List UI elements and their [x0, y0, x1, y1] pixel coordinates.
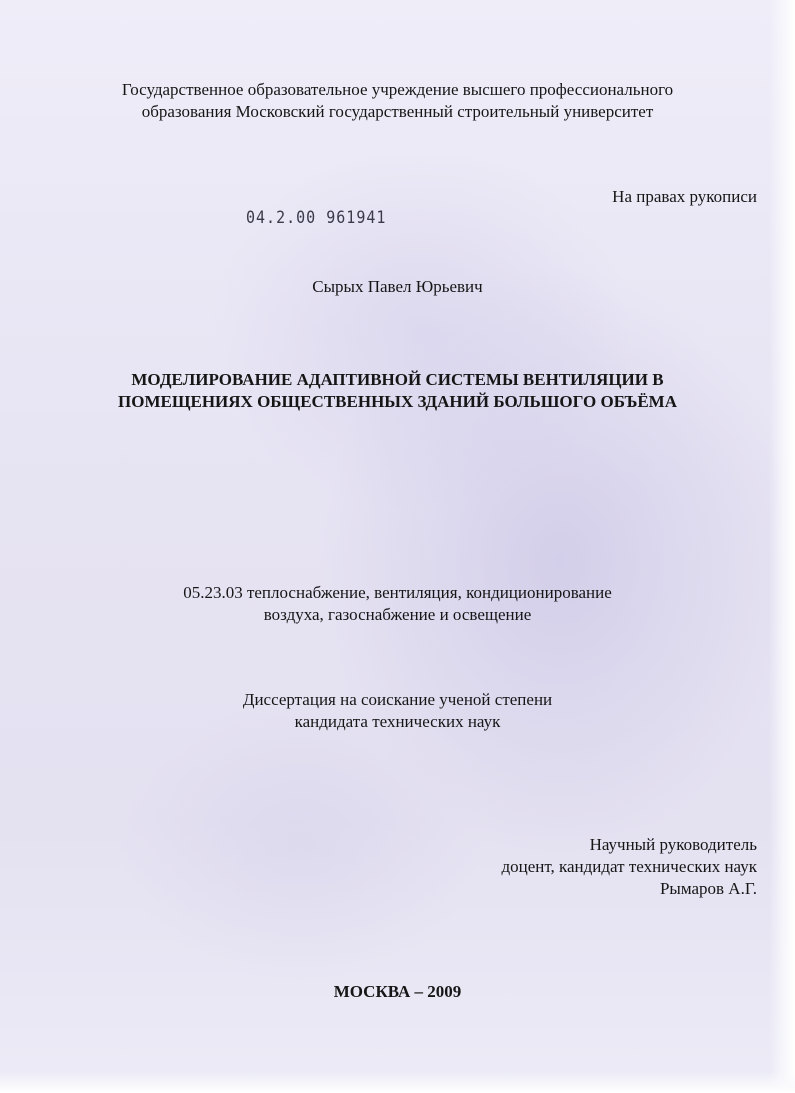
institution-line: образования Московский государственный строительный университет — [141, 102, 654, 121]
institution-line: Государственное образовательное учреждение высшего профессионального — [121, 80, 674, 99]
degree-line: Диссертация на соискание ученой степени — [242, 690, 553, 709]
title-line: МОДЕЛИРОВАНИЕ АДАПТИВНОЙ СИСТЕМЫ ВЕНТИЛЯЦИИ В — [131, 370, 664, 389]
supervisor-block — [501, 834, 757, 900]
degree-line: кандидата технических наук — [294, 712, 501, 731]
title-line: ПОМЕЩЕНИЯХ ОБЩЕСТВЕННЫХ ЗДАНИЙ БОЛЬШОГО ОБЪЁМА — [118, 392, 677, 411]
institution-name — [40, 79, 755, 123]
scan-edge-bottom — [0, 1071, 795, 1093]
specialty-line: воздуха, газоснабжение и освещение — [263, 605, 532, 624]
supervisor-line: Рымаров А.Г. — [659, 879, 757, 898]
author-name: Сырых Павел Юрьевич — [312, 277, 483, 296]
dissertation-title — [20, 369, 775, 413]
scan-edge-right — [769, 0, 795, 1093]
specialty-code — [0, 582, 795, 626]
library-stamp: 04.2.00 961941 — [246, 207, 387, 228]
supervisor-line: доцент, кандидат технических наук — [501, 857, 757, 876]
degree-statement — [0, 689, 795, 733]
manuscript-rights-note: На правах рукописи — [612, 187, 757, 206]
supervisor-line: Научный руководитель — [589, 835, 757, 854]
city-year: МОСКВА – 2009 — [333, 982, 462, 1001]
specialty-line: 05.23.03 теплоснабжение, вентиляция, кондиционирование — [183, 583, 612, 602]
